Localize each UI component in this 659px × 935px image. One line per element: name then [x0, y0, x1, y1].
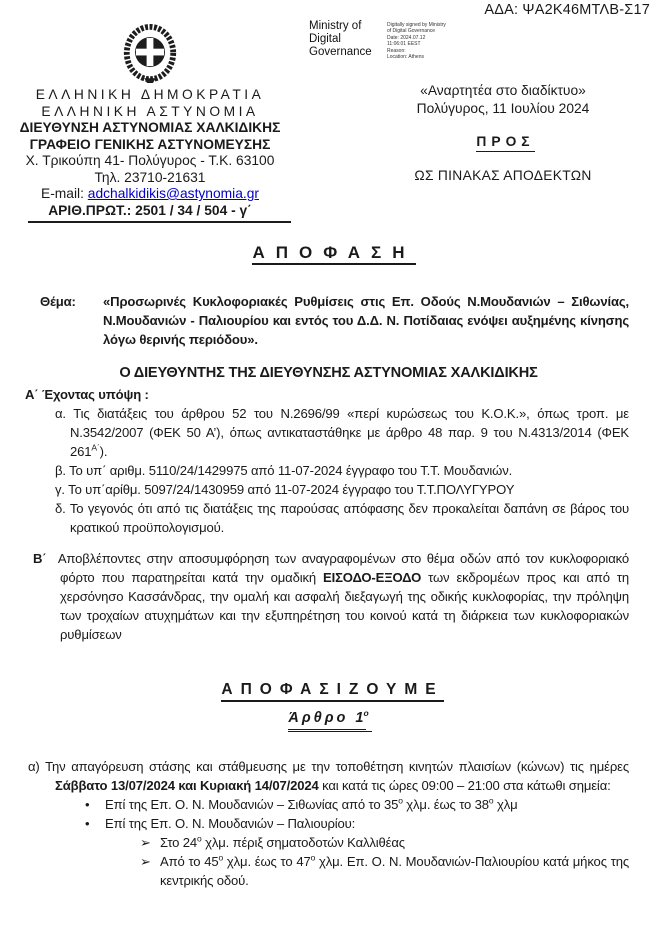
location-subbullet-2: ➢ Από το $45^o$ χλμ. έως το $47^o$ χλμ. Επ. Ο. Ν. Μουδανιών-Παλιουρίου κατά μήκος της κεντρικής οδού. — [140, 852, 630, 888]
entry-exit-emphasis: ΕΙΣΟΔΟ-ΕΞΟΔΟ — [323, 570, 422, 585]
signature-detail-line: 11:06:01 EEST — [387, 41, 421, 48]
location-bullet-2: • Επί της Επ. Ο. Ν. Μουδανιών – Παλιουρίου: — [85, 816, 356, 831]
place-dateline: Πολύγυρος, 11 Ιουλίου 2024 — [416, 101, 590, 116]
bullet-icon: • — [85, 816, 90, 831]
item-marker: δ. — [55, 501, 66, 516]
signature-detail-line: Digitally signed by Ministry — [387, 22, 446, 28]
signature-detail-line: Location: Athens — [387, 54, 424, 61]
agency-email-row — [0, 186, 300, 203]
item-marker: α) — [28, 759, 40, 774]
considering-item-a: α. Τις διατάξεις του άρθρου 52 του Ν.2696/99 «περί κυρώσεως του Κ.Ο.Κ.», όπως τροπ. με Ν.3542/2007 (ΦΕΚ 50 Α’), όπως αντικαταστάθηκε με άρθρο 48 παρ. 9 του Ν.4313/2014 (ΦΕΚ $261^{A΄}$). — [55, 406, 629, 459]
theme-paragraph — [40, 292, 629, 349]
internet-posting-note: «Αναρτητέα στο διαδίκτυο» — [420, 83, 586, 98]
email-link[interactable]: adchalkidikis@astynomia.gr — [87, 186, 259, 201]
document-body — [25, 243, 630, 890]
arrow-bullet-icon: ➢ — [140, 854, 151, 869]
signature-detail-line: Reason: — [387, 47, 406, 54]
signature-details — [387, 20, 465, 60]
agency-header — [0, 24, 300, 219]
digital-signature-stamp — [309, 20, 465, 60]
considering-heading: Α΄ Έχοντας υπόψη : — [25, 387, 149, 402]
aiming-paragraph: Β΄ Αποβλέποντες στην αποσυμφόρηση των αναγραφομένων στο θέμα οδών από τον κυκλοφοριακό φόρτο που παρατηρείται κατά την ομαδική ΕΙΣΟΔΟ-ΕΞΟΔΟ των εκδρομέων προς και από τη χερσόνησο Κασσάνδρας, την ομαλή και ασφαλή διεξαγωγή της οδικής κυκλοφορίας, την πρόληψη των τροχαίων ατυχημάτων και την εξυπηρέτηση του κοινού κατά τη διάρκεια των κυκλοφοριακών ρυθμίσεων — [33, 551, 629, 642]
agency-phone: Τηλ. 23710-21631 — [94, 169, 206, 185]
bullet-icon: • — [85, 797, 90, 812]
article-paragraph-a: α) Την απαγόρευση στάσης και στάθμευσης με την τοποθέτηση κινητών πλαισίων (κώνων) τις ημέρες Σάββατο 13/07/2024 και Κυριακή 14/07/2024 και κατά τις ώρες 09:00 – 21:00 στα κάτωθι σημεία: — [28, 759, 629, 793]
location-bullet-1: • Επί της Επ. Ο. Ν. Μουδανιών – Σιθωνίας από το $35^o$ χλμ. έως το $38^o$ χλμ — [85, 795, 518, 812]
theme-label: Θέμα: — [40, 294, 76, 309]
agency-directorate: ΔΙΕΥΘΥΝΣΗ ΑΣΤΥΝΟΜΙΑΣ ΧΑΛΚΙΔΙΚΗΣ — [19, 120, 281, 135]
considering-item-b: β. Το υπ΄ αριθμ. 5110/24/1429975 από 11-07-2024 έγγραφο του Τ.Τ. Μουδανιών. — [55, 463, 513, 478]
considering-item-d: δ. Το γεγονός ότι από τις διατάξεις της παρούσας απόφασης δεν προκαλείται δαπάνη σε βάρος του κρατικού προϋπολογισμού. — [55, 501, 629, 535]
decision-title: ΑΠΟΦΑΣΗ — [28, 243, 629, 265]
agency-office: ΓΡΑΦΕΙΟ ΓΕΝΙΚΗΣ ΑΣΤΥΝΟΜΕΥΣΗΣ — [29, 136, 271, 152]
theme-text: «Προσωρινές Κυκλοφοριακές Ρυθμίσεις στις Επ. Οδούς Ν.Μουδανιών – Σιθωνίας, Ν.Μουδανιών - Παλιουρίου και εντός του Δ.Δ. Ν. Ποτίδαιας ενόψει αυξημένης κίνησης λόγω θερινής περιόδου». — [103, 294, 629, 347]
agency-republic: ΕΛΛΗΝΙΚΗ ΔΗΜΟΚΡΑΤΙΑ — [35, 87, 265, 102]
arrow-bullet-icon: ➢ — [140, 835, 151, 850]
item-marker: β. — [55, 463, 66, 478]
dates-emphasis: Σάββατο 13/07/2024 και Κυριακή 14/07/2024 — [55, 778, 319, 793]
item-marker: γ. — [55, 482, 65, 497]
director-heading: Ο ΔΙΕΥΘΥΝΤΗΣ ΤΗΣ ΔΙΕΥΘΥΝΣΗΣ ΑΣΤΥΝΟΜΙΑΣ ΧΑΛΚΙΔΙΚΗΣ — [119, 365, 538, 381]
protocol-number: ΑΡΙΘ.ΠΡΩΤ.: 2501 / 34 / 504 - γ΄ — [48, 202, 252, 218]
location-subbullet-1: ➢ Στο $24^o$ χλμ. πέριξ σηματοδοτών Καλλιθέας — [140, 833, 405, 850]
item-marker: α. — [55, 406, 66, 421]
right-header-block — [383, 82, 623, 185]
operative-heading: ΑΠΟΦΑΣΙΖΟΥΜΕ — [28, 680, 629, 702]
email-label: E-mail: — [41, 186, 84, 201]
considering-item-c: γ. Το υπ΄αρίθμ. 5097/24/1430959 από 11-07-2024 έγγραφο του Τ.Τ.ΠΟΛΥΓΥΡΟΥ — [55, 482, 515, 497]
agency-address: Χ. Τρικούπη 41- Πολύγυρος - Τ.Κ. 63100 — [25, 153, 275, 168]
to-label: ΠΡΟΣ — [383, 133, 623, 152]
signature-signer-name: Ministry of Digital Governance — [309, 20, 372, 58]
ada-number: ΑΔΑ: ΨΑ2Κ46ΜΤΛΒ-Σ17 — [484, 2, 650, 18]
recipients-line: ΩΣ ΠΙΝΑΚΑΣ ΑΠΟΔΕΚΤΩΝ — [414, 168, 592, 183]
article-1-heading: Άρθρο $1^o$ — [28, 709, 629, 732]
agency-police: ΕΛΛΗΝΙΚΗ ΑΣΤΥΝΟΜΙΑ — [41, 103, 259, 119]
signature-detail-line: Date: 2024.07.12 — [387, 34, 426, 41]
hellenic-republic-emblem-icon — [122, 24, 178, 84]
signature-detail-line: of Digital Governance — [387, 28, 436, 35]
section-b-marker: Β΄ — [33, 551, 47, 566]
header-divider — [28, 221, 291, 223]
